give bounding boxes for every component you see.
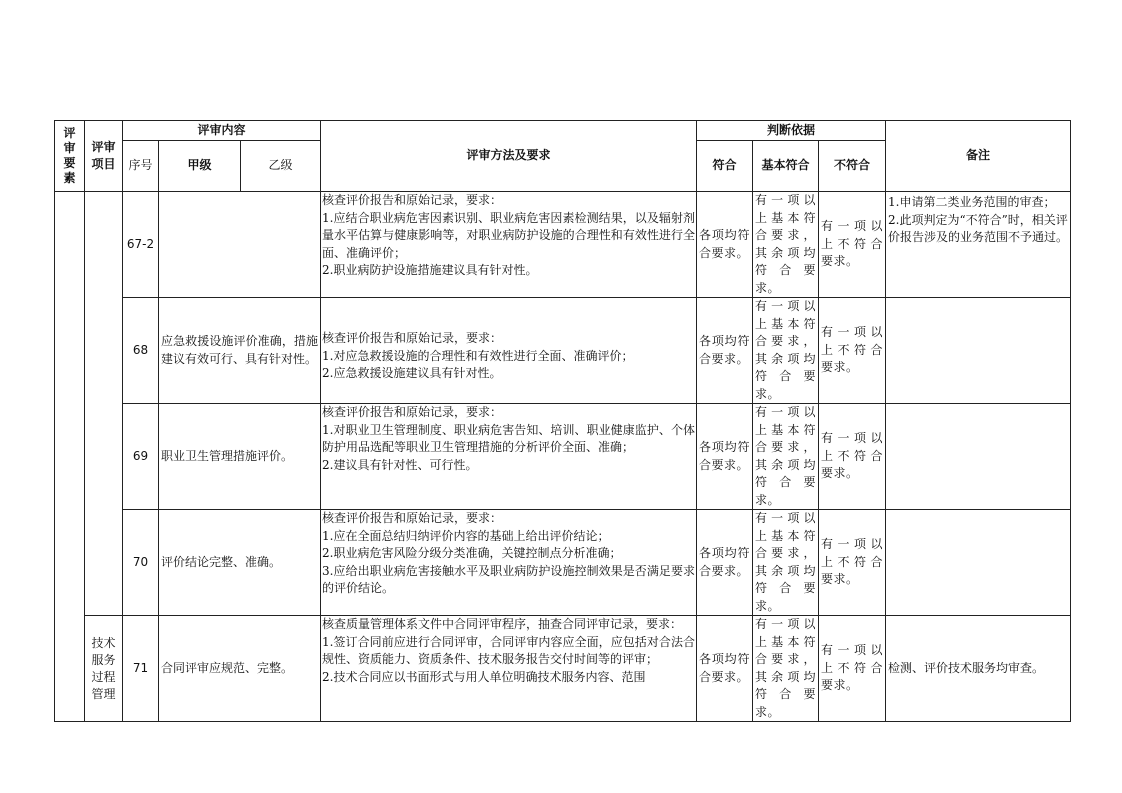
remark-line: 1.申请第二类业务范围的审查；	[888, 195, 1056, 209]
seq-cell: 69	[123, 404, 159, 510]
header-method: 评审方法及要求	[321, 121, 697, 192]
grade-cell: 合同评审应规范、完整。	[159, 616, 321, 722]
method-cell	[321, 510, 697, 616]
method-line: 1.签订合同前应进行合同评审，合同评审内容应全面，应包括对合法合规性、资质能力、资质条件、技术服务报告交付时间等的评审；	[322, 634, 695, 666]
method-line: 核查评价报告和原始记录，要求：	[322, 405, 503, 419]
review-table	[54, 120, 1071, 722]
header-conform: 符合	[697, 141, 753, 192]
header-basic-conform: 基本符合	[753, 141, 819, 192]
header-row-1	[55, 121, 1071, 141]
method-line: 核查评价报告和原始记录，要求：	[322, 511, 503, 525]
remark-line: 检测、评价技术服务均审查。	[888, 660, 1045, 675]
basic-conform-cell: 有一项以上基本符合要求，其余项均符合要求。	[753, 510, 819, 616]
non-conform-cell: 有一项以上不符合要求。	[819, 192, 886, 298]
table-row	[55, 616, 1071, 722]
header-content-group: 评审内容	[123, 121, 321, 141]
basic-conform-cell: 有一项以上基本符合要求，其余项均符合要求。	[753, 298, 819, 404]
conform-cell: 各项均符合要求。	[697, 298, 753, 404]
method-line: 1.应在全面总结归纳评价内容的基础上给出评价结论；	[322, 528, 610, 543]
remarks-cell	[886, 510, 1071, 616]
element-cell	[55, 192, 85, 722]
basic-conform-cell: 有一项以上基本符合要求，其余项均符合要求。	[753, 616, 819, 722]
method-line: 1.对职业卫生管理制度、职业病危害告知、培训、职业健康监护、个体防护用品选配等职业卫生管理措施的分析评价全面、准确；	[322, 422, 695, 454]
header-grade-b: 乙级	[241, 141, 321, 192]
table-row	[55, 510, 1071, 616]
non-conform-cell: 有一项以上不符合要求。	[819, 510, 886, 616]
method-cell	[321, 298, 697, 404]
method-line: 1.对应急救援设施的合理性和有效性进行全面、准确评价；	[322, 348, 634, 363]
conform-cell: 各项均符合要求。	[697, 404, 753, 510]
header-project: 评审项目	[85, 121, 123, 192]
method-line: 2.职业病防护设施措施建议具有针对性。	[322, 263, 538, 277]
seq-cell: 70	[123, 510, 159, 616]
remarks-cell	[886, 616, 1071, 722]
non-conform-cell: 有一项以上不符合要求。	[819, 616, 886, 722]
non-conform-cell: 有一项以上不符合要求。	[819, 298, 886, 404]
conform-cell: 各项均符合要求。	[697, 510, 753, 616]
header-grade-a: 甲级	[159, 141, 241, 192]
non-conform-cell: 有一项以上不符合要求。	[819, 404, 886, 510]
seq-cell: 71	[123, 616, 159, 722]
conform-cell: 各项均符合要求。	[697, 192, 753, 298]
seq-cell: 68	[123, 298, 159, 404]
review-sheet	[54, 120, 1070, 722]
grade-cell	[159, 192, 321, 298]
method-cell	[321, 616, 697, 722]
seq-cell: 67-2	[123, 192, 159, 298]
method-cell	[321, 404, 697, 510]
method-cell	[321, 192, 697, 298]
method-line: 2.职业病危害风险分级分类准确，关键控制点分析准确；	[322, 546, 622, 560]
table-row	[55, 404, 1071, 510]
grade-cell: 职业卫生管理措施评价。	[159, 404, 321, 510]
header-non-conform: 不符合	[819, 141, 886, 192]
header-seq: 序号	[123, 141, 159, 192]
grade-cell: 应急救援设施评价准确，措施建议有效可行、具有针对性。	[159, 298, 321, 404]
basic-conform-cell: 有一项以上基本符合要求，其余项均符合要求。	[753, 404, 819, 510]
method-line: 核查质量管理体系文件中合同评审程序，抽查合同评审记录，要求：	[322, 617, 683, 631]
method-line: 2.技术合同应以书面形式与用人单位明确技术服务内容、范围	[322, 669, 646, 684]
grade-cell: 评价结论完整、准确。	[159, 510, 321, 616]
method-line: 3.应给出职业病危害接触水平及职业病防护设施控制效果是否满足要求的评价结论。	[322, 563, 695, 595]
remarks-cell	[886, 298, 1071, 404]
header-remarks: 备注	[886, 121, 1071, 192]
method-line: 1.应结合职业病危害因素识别、职业病危害因素检测结果，以及辐射剂量水平估算与健康影响等，对职业病防护设施的合理性和有效性进行全面、准确评价；	[322, 210, 695, 260]
project-cell-empty	[85, 192, 123, 616]
conform-cell: 各项均符合要求。	[697, 616, 753, 722]
method-line: 2.应急救援设施建议具有针对性。	[322, 366, 502, 380]
remarks-cell	[886, 404, 1071, 510]
table-row	[55, 298, 1071, 404]
remarks-cell	[886, 192, 1071, 298]
header-element: 评审要素	[55, 121, 85, 192]
method-line: 2.建议具有针对性、可行性。	[322, 457, 478, 472]
method-line: 核查评价报告和原始记录，要求：	[322, 193, 503, 207]
remark-line: 2.此项判定为“不符合”时，相关评价报告涉及的业务范围不予通过。	[888, 212, 1069, 244]
header-judgement-group: 判断依据	[697, 121, 886, 141]
project-cell: 技术服务过程管理	[85, 616, 123, 722]
basic-conform-cell: 有一项以上基本符合要求，其余项均符合要求。	[753, 192, 819, 298]
table-row	[55, 192, 1071, 298]
method-line: 核查评价报告和原始记录，要求：	[322, 331, 503, 345]
